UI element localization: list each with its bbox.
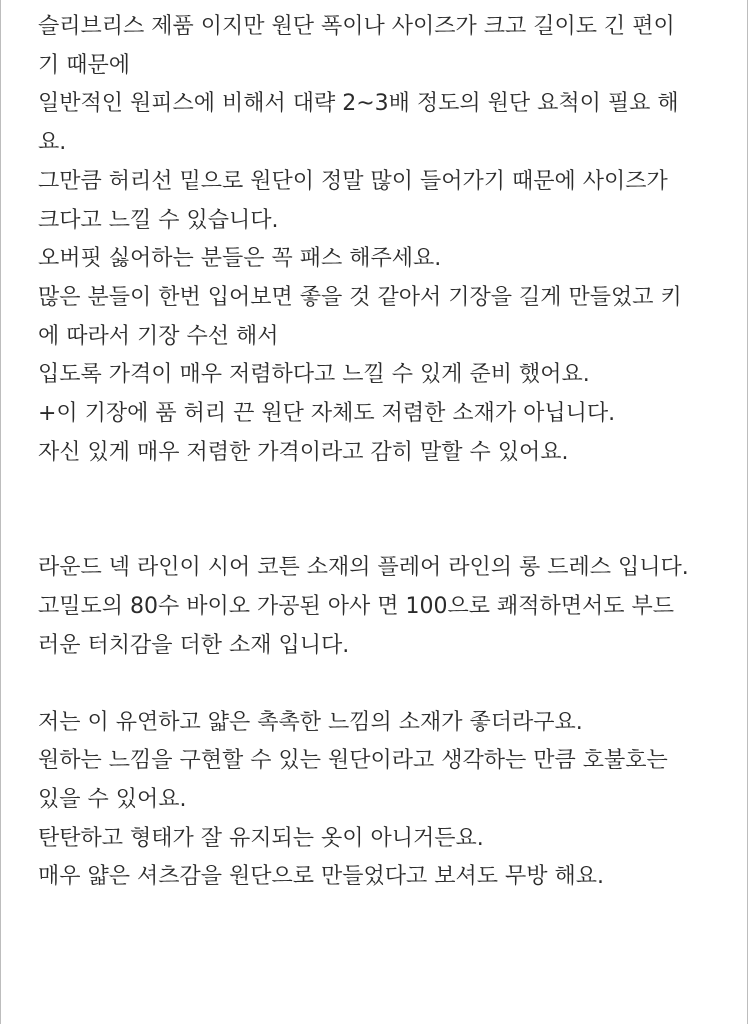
text-line: 자신 있게 매우 저렴한 가격이라고 감히 말할 수 있어요. [38, 439, 569, 465]
text-line: 크다고 느낄 수 있습니다. [38, 207, 279, 233]
text-line: 있을 수 있어요. [38, 786, 187, 812]
text-line: 탄탄하고 형태가 잘 유지되는 옷이 아니거든요. [38, 825, 484, 851]
left-border [0, 0, 1, 1024]
text-line: 원하는 느낌을 구현할 수 있는 원단이라고 생각하는 만큼 호불호는 [38, 748, 668, 774]
product-description [38, 8, 728, 897]
text-line: 일반적인 원피스에 비해서 대략 2~3배 정도의 원단 요척이 필요 해 [38, 91, 679, 117]
text-line: 저는 이 유연하고 얇은 촉촉한 느낌의 소재가 좋더라구요. [38, 709, 583, 735]
text-line: 라운드 넥 라인이 시어 코튼 소재의 플레어 라인의 롱 드레스 입니다. [38, 555, 689, 581]
text-line: 기 때문에 [38, 52, 131, 78]
text-line: 오버핏 싫어하는 분들은 꼭 패스 해주세요. [38, 246, 442, 272]
text-line: +이 기장에 품 허리 끈 원단 자체도 저렴한 소재가 아닙니다. [38, 401, 616, 427]
text-line: 러운 터치감을 더한 소재 입니다. [38, 632, 350, 658]
text-line: 많은 분들이 한번 입어보면 좋을 것 같아서 기장을 길게 만들었고 키 [38, 284, 682, 310]
paragraph-texture [38, 704, 728, 898]
text-line: 고밀도의 80수 바이오 가공된 아사 면 100으로 쾌적하면서도 부드 [38, 594, 674, 620]
paragraph-material [38, 549, 728, 665]
paragraph-fit-notice [38, 8, 728, 472]
text-line: 슬리브리스 제품 이지만 원단 폭이나 사이즈가 크고 길이도 긴 편이 [38, 14, 675, 39]
text-line: 입도록 가격이 매우 저렴하다고 느낄 수 있게 준비 했어요. [38, 362, 590, 388]
text-line: 그만큼 허리선 밑으로 원단이 정말 많이 들어가기 때문에 사이즈가 [38, 168, 668, 194]
paragraph-spacer [38, 666, 728, 704]
paragraph-spacer [38, 472, 728, 549]
text-line: 매우 얇은 셔츠감을 원단으로 만들었다고 보셔도 무방 해요. [38, 864, 604, 890]
text-line: 에 따라서 기장 수선 해서 [38, 323, 279, 349]
text-line: 요. [38, 130, 67, 156]
